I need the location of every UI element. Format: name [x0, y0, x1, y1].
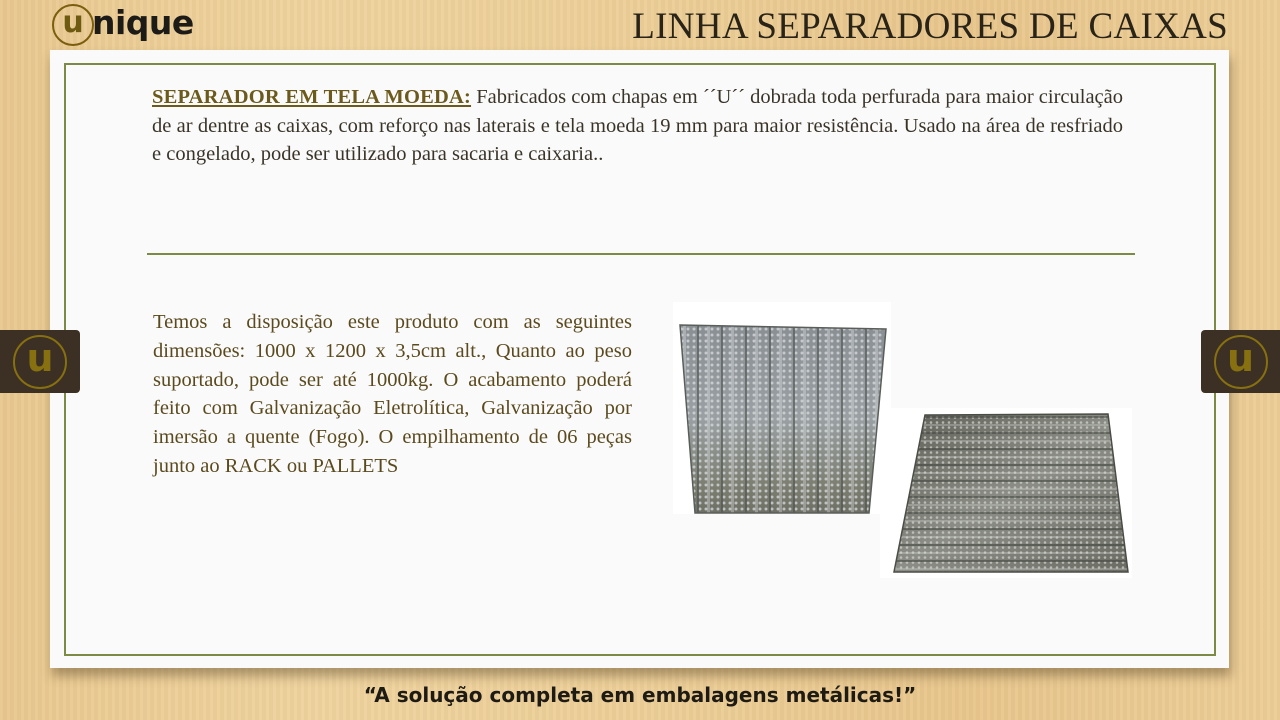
product-specs: Temos a disposição este produto com as seguintes dimensões: 1000 x 1200 x 3,5cm alt., Quanto ao peso suportado, pode ser até 1000kg. O acabamento poderá feito com Galvanização Eletrolítica, Galvanização por imersão a quente (Fogo). O empilhamento de 06 peças junto ao RACK ou PALLETS — [153, 311, 632, 477]
product-intro — [152, 83, 1123, 169]
section-divider — [147, 253, 1135, 255]
page-title: LINHA SEPARADORES DE CAIXAS — [632, 6, 1228, 47]
content-card — [50, 50, 1229, 668]
perforated-panel-image-1 — [673, 302, 891, 514]
company-logo — [52, 2, 194, 48]
u-logo-icon: u — [1214, 335, 1268, 389]
footer-tagline: “A solução completa em embalagens metálicas!” — [363, 683, 917, 707]
product-heading: SEPARADOR EM TELA MOEDA: — [152, 86, 472, 108]
product-photo-perspective — [880, 408, 1132, 578]
side-tab-right — [1201, 330, 1280, 393]
perforated-panel-image-2 — [880, 408, 1132, 578]
product-photo-vertical — [673, 302, 891, 514]
u-logo-icon: u — [13, 335, 67, 389]
side-tab-left — [0, 330, 80, 393]
logo-text: nique — [92, 2, 194, 42]
product-description: Fabricados com chapas em ´´U´´ dobrada toda perfurada para maior circulação de ar dentre as caixas, com reforço nas laterais e tela moeda 19 mm para maior resistência. Usado na área de resfriado e congelado, pode ser utilizado para sacaria e caixaria.. — [152, 86, 1124, 165]
logo-u-circle-icon: u — [52, 4, 94, 46]
